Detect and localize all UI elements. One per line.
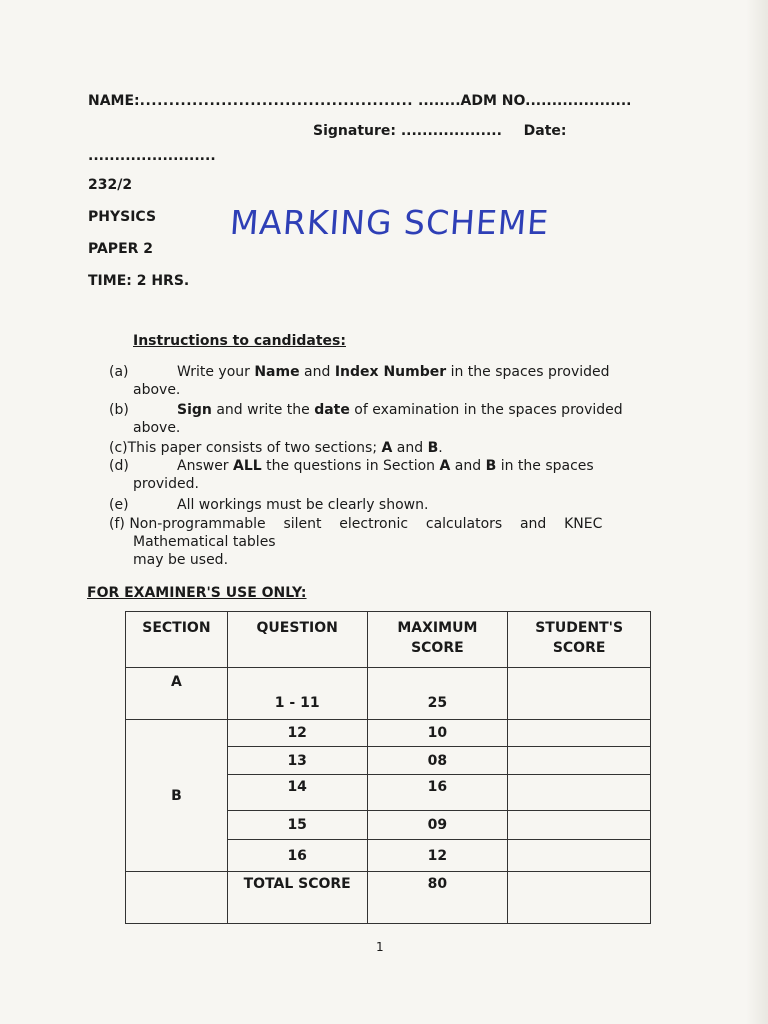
total-student-cell[interactable] <box>508 872 651 924</box>
instruction-d: (d) Answer ALL the questions in Section A and B in the spaces provided. <box>109 458 594 492</box>
total-label-cell: TOTAL SCORE <box>227 872 367 924</box>
date-field[interactable]: ........................ <box>88 148 216 164</box>
question-cell: 13 <box>227 747 367 775</box>
student-score-cell[interactable] <box>508 720 651 747</box>
total-max-cell: 80 <box>367 872 508 924</box>
table-row <box>126 668 651 720</box>
section-a-cell: A <box>126 668 228 720</box>
signature-label[interactable]: Signature: ................... <box>313 123 502 139</box>
question-cell: 14 <box>227 775 367 811</box>
col-student-score-header: STUDENT'S SCORE <box>508 612 651 668</box>
question-cell: 16 <box>227 840 367 872</box>
student-score-cell[interactable] <box>508 747 651 775</box>
max-score-cell: 16 <box>367 775 508 811</box>
handwritten-title: MARKING SCHEME <box>228 203 551 242</box>
exam-time: TIME: 2 HRS. <box>88 273 190 289</box>
page-edge <box>746 0 768 1024</box>
instruction-c: (c)This paper consists of two sections; A and B. <box>109 440 443 456</box>
exam-subject: PHYSICS <box>88 209 157 225</box>
instructions-title: Instructions to candidates: <box>133 333 346 349</box>
question-cell: 15 <box>227 811 367 840</box>
col-question-header: QUESTION <box>227 612 367 668</box>
max-score-cell: 09 <box>367 811 508 840</box>
student-score-cell[interactable] <box>508 775 651 811</box>
instruction-e: (e) All workings must be clearly shown. <box>109 497 429 513</box>
name-label: NAME: <box>88 93 140 109</box>
max-score-cell: 10 <box>367 720 508 747</box>
table-header-row <box>126 612 651 668</box>
score-table <box>125 611 651 924</box>
total-empty-cell <box>126 872 228 924</box>
max-score-cell: 12 <box>367 840 508 872</box>
section-b-cell: B <box>126 720 228 872</box>
examiner-title: FOR EXAMINER'S USE ONLY: <box>87 585 307 601</box>
col-max-score-header: MAXIMUM SCORE <box>367 612 508 668</box>
question-cell: 12 <box>227 720 367 747</box>
student-score-cell[interactable] <box>508 840 651 872</box>
instruction-f: (f) Non-programmable silent electronic calculators and KNEC Mathematical tables may be used. <box>109 516 603 568</box>
table-row <box>126 720 651 747</box>
exam-paper: PAPER 2 <box>88 241 154 257</box>
total-row <box>126 872 651 924</box>
exam-code: 232/2 <box>88 177 133 193</box>
max-score-cell: 25 <box>367 668 508 720</box>
col-section-header: SECTION <box>126 612 228 668</box>
name-field[interactable]: ............................................... <box>139 93 414 109</box>
name-line <box>88 93 632 109</box>
student-score-cell[interactable] <box>508 668 651 720</box>
instruction-b: (b) Sign and write the date of examination in the spaces provided above. <box>109 402 623 436</box>
max-score-cell: 08 <box>367 747 508 775</box>
instruction-a: (a) Write your Name and Index Number in the spaces provided above. <box>109 364 610 398</box>
signature-line <box>313 123 567 139</box>
question-cell: 1 - 11 <box>227 668 367 720</box>
page-number: 1 <box>376 940 384 954</box>
student-score-cell[interactable] <box>508 811 651 840</box>
adm-no-label[interactable]: ........ADM NO.................... <box>418 93 632 109</box>
date-label: Date: <box>523 123 567 139</box>
